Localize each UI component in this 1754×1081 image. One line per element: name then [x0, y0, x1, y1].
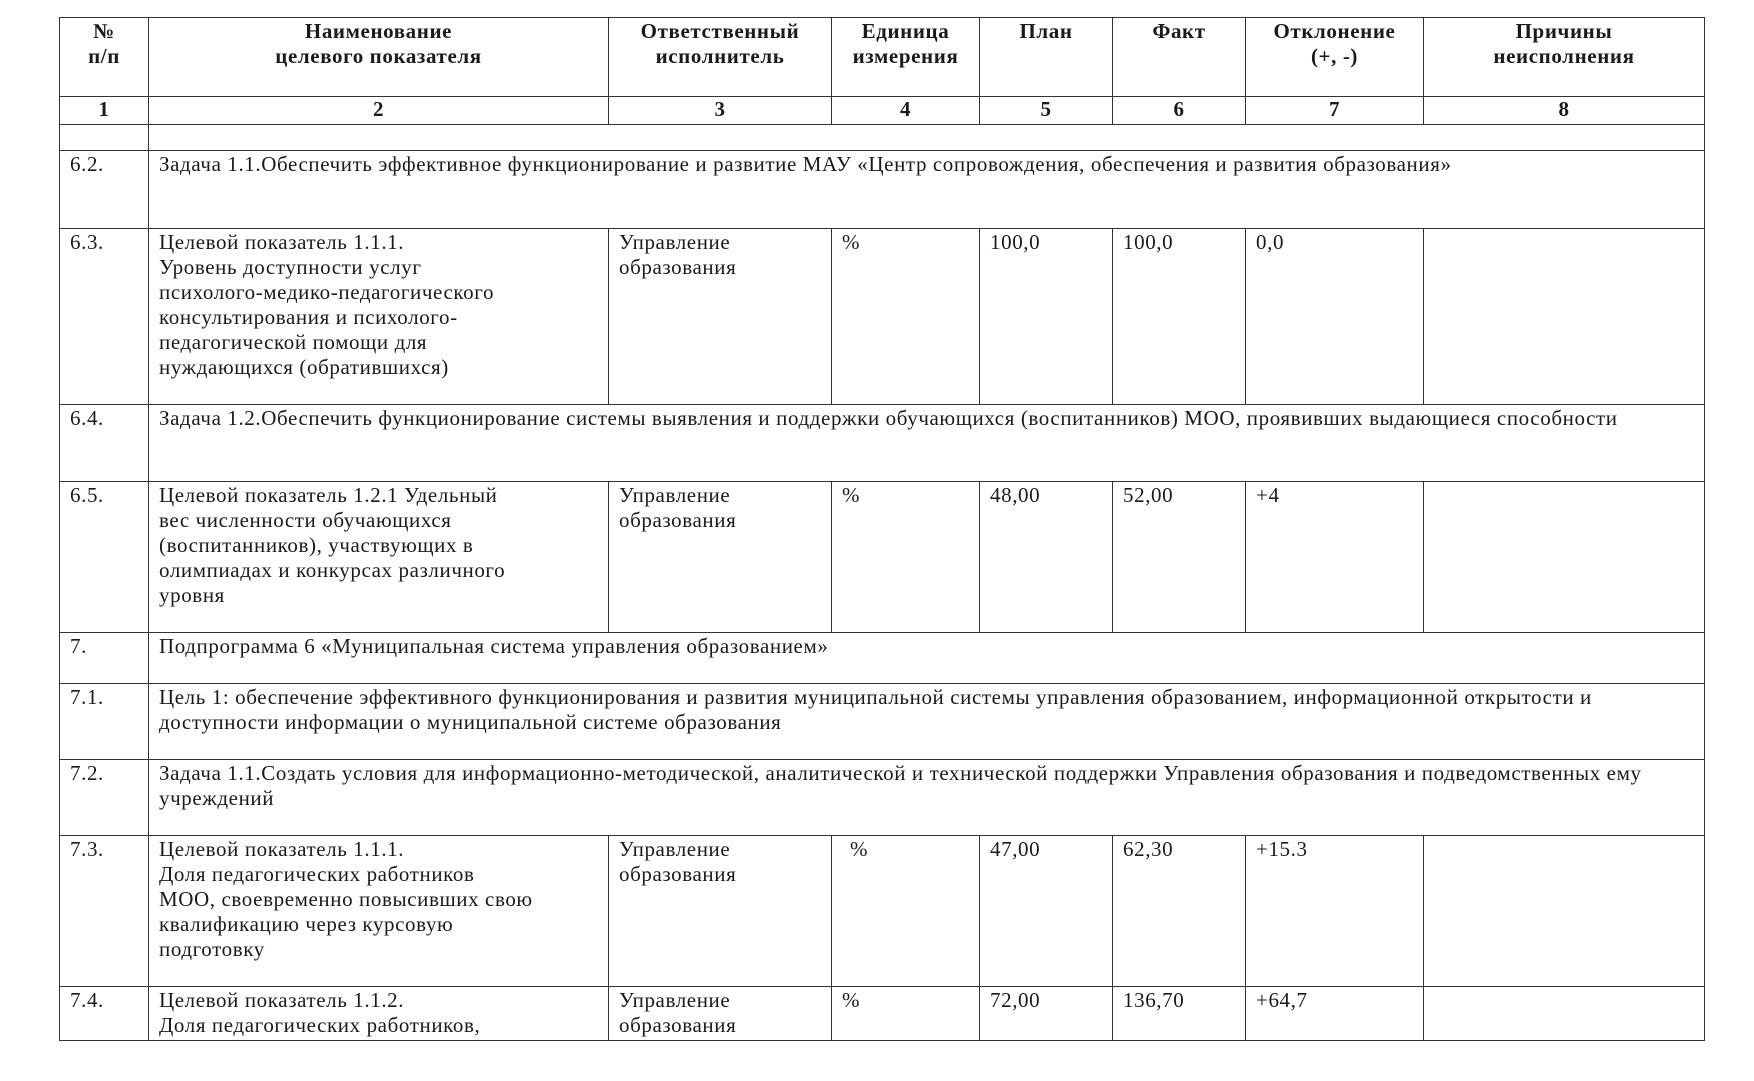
header-unit: Единица измерения	[832, 18, 980, 97]
plan-value: 100,0	[980, 229, 1113, 405]
subprogram-text: Подпрограмма 6 «Муниципальная система управления образованием»	[149, 633, 1705, 684]
table-row	[60, 836, 1705, 987]
fact-value: 62,30	[1113, 836, 1246, 987]
column-number-row	[60, 97, 1705, 125]
executor: Управление образования	[609, 229, 832, 405]
fact-value: 52,00	[1113, 482, 1246, 633]
executor: Управление образования	[609, 987, 832, 1041]
table-row	[60, 151, 1705, 229]
table-row	[60, 405, 1705, 482]
plan-value: 48,00	[980, 482, 1113, 633]
row-number: 7.1.	[60, 684, 149, 760]
deviation-value: +64,7	[1246, 987, 1424, 1041]
row-number: 6.5.	[60, 482, 149, 633]
table-row	[60, 987, 1705, 1041]
table-row	[60, 760, 1705, 836]
row-number: 7.	[60, 633, 149, 684]
column-number: 2	[149, 97, 609, 125]
row-number: 7.2.	[60, 760, 149, 836]
column-number: 7	[1246, 97, 1424, 125]
row-number: 7.4.	[60, 987, 149, 1041]
unit: %	[832, 482, 980, 633]
header-deviation: Отклонение (+, -)	[1246, 18, 1424, 97]
column-number: 4	[832, 97, 980, 125]
table-row	[60, 482, 1705, 633]
fact-value: 100,0	[1113, 229, 1246, 405]
header-row	[60, 18, 1705, 97]
unit: %	[832, 836, 980, 987]
column-number: 8	[1424, 97, 1705, 125]
header-plan: План	[980, 18, 1113, 97]
row-number: 6.3.	[60, 229, 149, 405]
column-number: 6	[1113, 97, 1246, 125]
deviation-value: +15.3	[1246, 836, 1424, 987]
header-number: № п/п	[60, 18, 149, 97]
deviation-value: +4	[1246, 482, 1424, 633]
header-fact: Факт	[1113, 18, 1246, 97]
table-row	[60, 633, 1705, 684]
header-indicator-name: Наименование целевого показателя	[149, 18, 609, 97]
blank-cell	[149, 125, 1705, 151]
indicator-name: Целевой показатель 1.1.2. Доля педагогических работников,	[149, 987, 609, 1041]
blank-cell	[60, 125, 149, 151]
indicator-name: Целевой показатель 1.1.1. Доля педагогических работников МОО, своевременно повысивших свою квалификацию через курсовую подготовку	[149, 836, 609, 987]
unit: %	[832, 987, 980, 1041]
goal-text: Цель 1: обеспечение эффективного функционирования и развития муниципальной системы управления образованием, информационной открытости и доступности информации о муниципальной системе образования	[149, 684, 1705, 760]
task-text: Задача 1.2.Обеспечить функционирование системы выявления и поддержки обучающихся (воспитанников) МОО, проявивших выдающиеся способности	[149, 405, 1705, 482]
column-number: 3	[609, 97, 832, 125]
column-number: 5	[980, 97, 1113, 125]
task-text: Задача 1.1.Обеспечить эффективное функционирование и развитие МАУ «Центр сопровождения, обеспечения и развития образования»	[149, 151, 1705, 229]
deviation-value: 0,0	[1246, 229, 1424, 405]
reason	[1424, 836, 1705, 987]
table-row	[60, 684, 1705, 760]
task-text: Задача 1.1.Создать условия для информационно-методической, аналитической и технической поддержки Управления образования и подведомственных ему учреждений	[149, 760, 1705, 836]
reason	[1424, 482, 1705, 633]
plan-value: 47,00	[980, 836, 1113, 987]
header-reason: Причины неисполнения	[1424, 18, 1705, 97]
row-number: 7.3.	[60, 836, 149, 987]
plan-value: 72,00	[980, 987, 1113, 1041]
unit: %	[832, 229, 980, 405]
reason	[1424, 987, 1705, 1041]
executor: Управление образования	[609, 836, 832, 987]
row-number: 6.2.	[60, 151, 149, 229]
row-number: 6.4.	[60, 405, 149, 482]
reason	[1424, 229, 1705, 405]
indicator-name: Целевой показатель 1.2.1 Удельный вес численности обучающихся (воспитанников), участвующих в олимпиадах и конкурсах различного уровня	[149, 482, 609, 633]
indicator-name: Целевой показатель 1.1.1. Уровень доступности услуг психолого-медико-педагогического консультирования и психолого- педагогической помощи для нуждающихся (обратившихся)	[149, 229, 609, 405]
executor: Управление образования	[609, 482, 832, 633]
fact-value: 136,70	[1113, 987, 1246, 1041]
header-executor: Ответственный исполнитель	[609, 18, 832, 97]
column-number: 1	[60, 97, 149, 125]
blank-row	[60, 125, 1705, 151]
target-indicators-table	[59, 17, 1705, 1041]
table-row	[60, 229, 1705, 405]
